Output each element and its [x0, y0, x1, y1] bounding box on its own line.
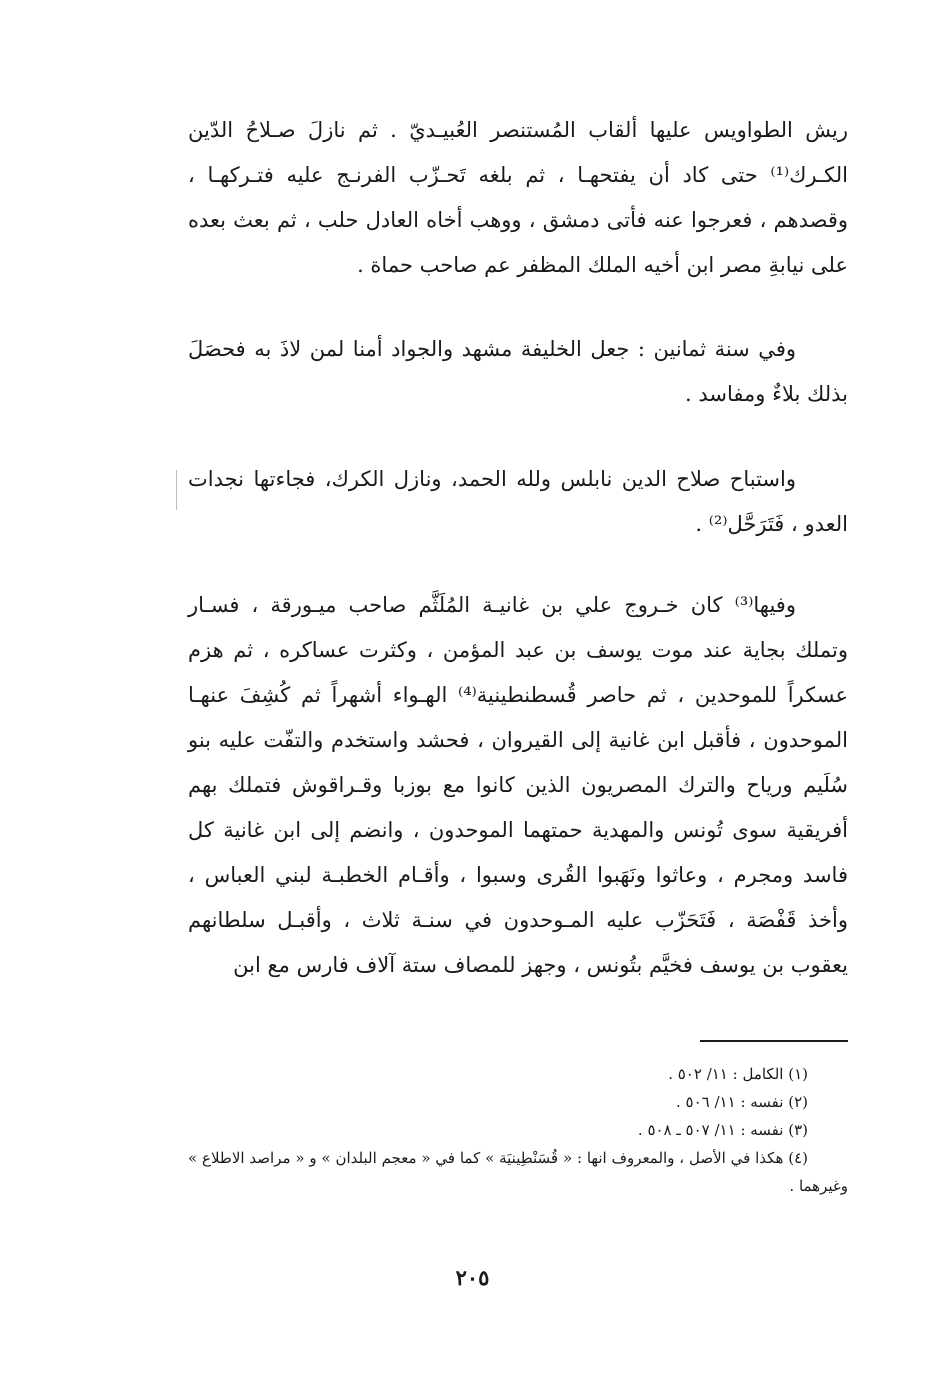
page-number: ٢٠٥	[455, 1265, 490, 1290]
footnote-separator	[700, 1040, 848, 1042]
footnote-1: (١) الكامل : ١١/ ٥٠٢ .	[668, 1065, 808, 1083]
body-text-top	[188, 108, 848, 288]
paragraph-1: ريش الطواويس عليها ألقاب المُستنصر العُبيـديّ . ثم نازلَ صـلاحُ الدّين الكـرك⁽¹⁾ حتى كاد أن يفتحهـا ، ثم بلغه تَحـزّب الفرنـج عليه فتـركهـا ، وقصدهم ، فعرجوا عنه فأتى دمشق ، ووهب أخاه العادل حلب ، ثم بعث بعده على نيابةِ مصر ابن أخيه الملك المظفر عم صاحب حماة .	[188, 118, 848, 277]
body-text-fourth	[188, 583, 848, 988]
paragraph-2: وفي سنة ثمانين : جعل الخليفة مشهد والجواد أمنا لمن لاذَ به فحصَلَ بذلك بلاءٌ ومفاسد .	[188, 337, 848, 406]
paragraph-4: وفيها⁽³⁾ كان خـروج علي بن غانيـة المُلَثَّم صاحب ميـورقة ، فسـار وتملك بجاية عند موت يوسف بن عبد المؤمن ، وكثرت عساكره ، ثم هزم عسكراً للموحدين ، ثم حاصر قُسطنطينية⁽⁴⁾ الهـواء أشهراً ثم كُشِفَ عنهـا الموحدون ، فأقبل ابن غانية إلى القيروان ، فحشد واستخدم والتفّت عليه بنو سُلَيم ورياح والترك المصريون الذين كانوا مع بوزبا وقـراقوش فتملك بهم أفريقية سوى تُونس والمهدية حمتهما الموحدون ، وانضم إلى ابن غانية كل فاسد ومجرم ، وعاثوا ونَهَبوا القُرى وسبوا ، وأقـام الخطبـة لبني العباس ، وأخذ قَفْصَة ، فَتَحَزّب عليه المـوحدون في سنـة ثلاث ، وأقبـل سلطانهم يعقوب بن يوسف فخيَّم بتُونس ، وجهز للمصاف ستة آلاف فارس مع ابن	[188, 593, 848, 977]
footnote-3: (٣) نفسه : ١١/ ٥٠٧ ـ ٥٠٨ .	[637, 1121, 808, 1139]
footnote-2: (٢) نفسه : ١١/ ٥٠٦ .	[676, 1093, 808, 1111]
margin-mark	[176, 470, 177, 510]
footnote-4: (٤) هكذا في الأصل ، والمعروف انها : « قُسَنْطِينيَة » كما في « معجم البلدان » و « مراصد الاطلاع » وغيرهما .	[188, 1149, 848, 1195]
paragraph-3: واستباح صلاح الدين نابلس ولله الحمد، ونازل الكرك، فجاءتها نجدات العدو ، فَتَرَحَّل⁽²⁾ .	[188, 467, 848, 536]
body-text-third	[188, 457, 848, 547]
body-text-second	[188, 327, 848, 417]
footnotes	[188, 1060, 848, 1200]
